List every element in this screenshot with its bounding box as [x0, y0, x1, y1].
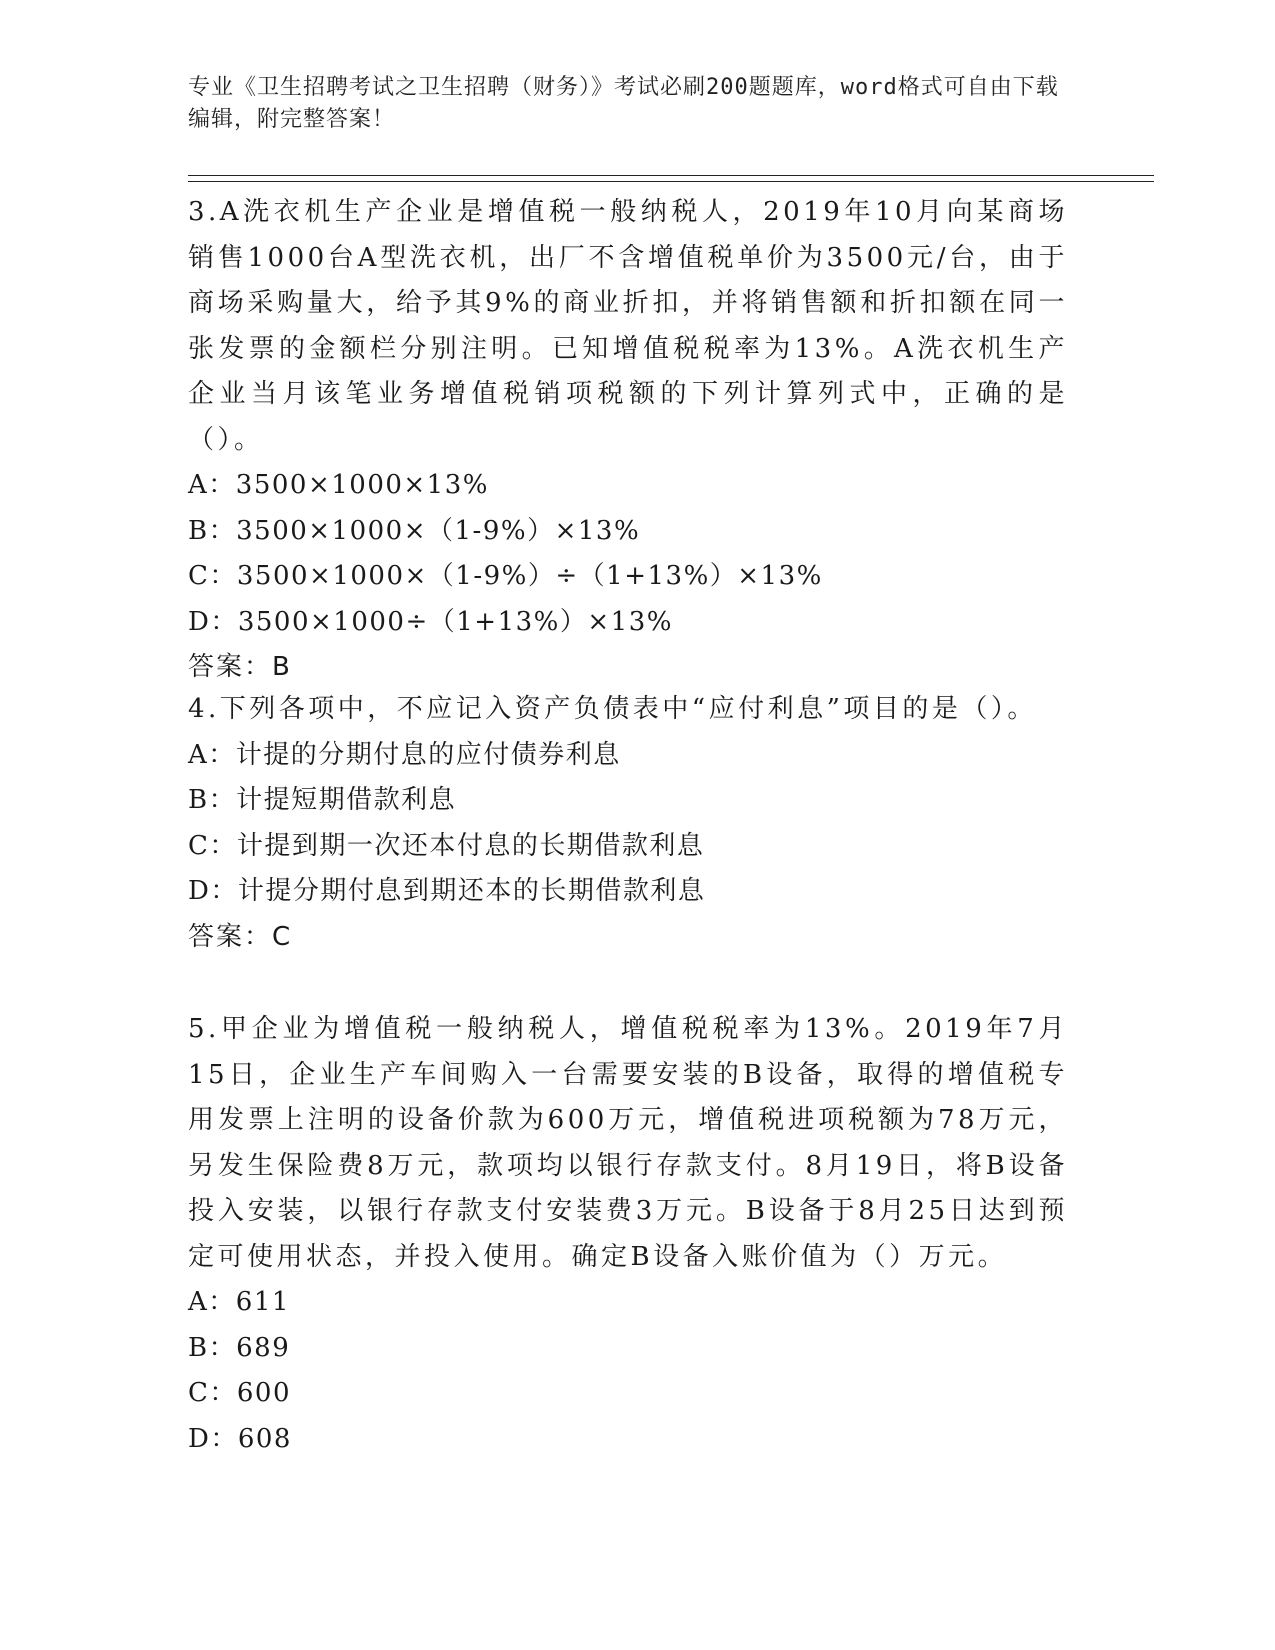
- document-header: 专业《卫生招聘考试之卫生招聘（财务）》考试必刷200题题库，word格式可自由下载编辑，附完整答案！: [188, 75, 1059, 132]
- option-c: C：600: [188, 1378, 292, 1408]
- option-c: C：计提到期一次还本付息的长期借款利息: [188, 830, 705, 861]
- option-b: B：689: [188, 1332, 291, 1363]
- option-c: C：3500×1000×（1-9%）÷（1+13%）×13%: [188, 561, 823, 591]
- question-stem: 3.A洗衣机生产企业是增值税一般纳税人，2019年10月向某商场销售1000台A型洗衣机，出厂不含增值税单价为3500元/台，由于商场采购量大，给予其9%的商业折扣，并将销售额和折扣额在同一张发票的金额栏分别注明。已知增值税税率为13%。A洗衣机生产企业当月该笔业务增值税销项税额的下列计算列式中，正确的是（）。: [188, 197, 1068, 455]
- question-5: [188, 1007, 1068, 1462]
- option-a: A：611: [188, 1287, 290, 1317]
- option-d: D：3500×1000÷（1+13%）×13%: [188, 606, 673, 637]
- question-3: [188, 190, 1068, 691]
- option-d: D：计提分期付息到期还本的长期借款利息: [188, 876, 706, 906]
- option-d: D：608: [188, 1423, 292, 1454]
- question-stem: 5.甲企业为增值税一般纳税人，增值税税率为13%。2019年7月15日，企业生产车间购入一台需要安装的B设备，取得的增值税专用发票上注明的设备价款为600万元，增值税进项税额为78万元，另发生保险费8万元，款项均以银行存款支付。8月19日，将B设备投入安装，以银行存款支付安装费3万元。B设备于8月25日达到预定可使用状态，并投入使用。确定B设备入账价值为（）万元。: [188, 1014, 1068, 1272]
- option-b: B：计提短期借款利息: [188, 785, 457, 815]
- question-stem: 4.下列各项中，不应记入资产负债表中“应付利息”项目的是（）。: [188, 694, 1037, 724]
- question-4: [188, 687, 1068, 960]
- option-a: A：计提的分期付息的应付债券利息: [188, 739, 621, 770]
- option-a: A：3500×1000×13%: [188, 470, 489, 500]
- answer: 答案：B: [188, 652, 292, 682]
- option-b: B：3500×1000×（1-9%）×13%: [188, 515, 641, 546]
- header-divider-top: [188, 175, 1154, 176]
- answer: 答案：C: [188, 921, 293, 952]
- header-divider-bottom: [188, 181, 1154, 182]
